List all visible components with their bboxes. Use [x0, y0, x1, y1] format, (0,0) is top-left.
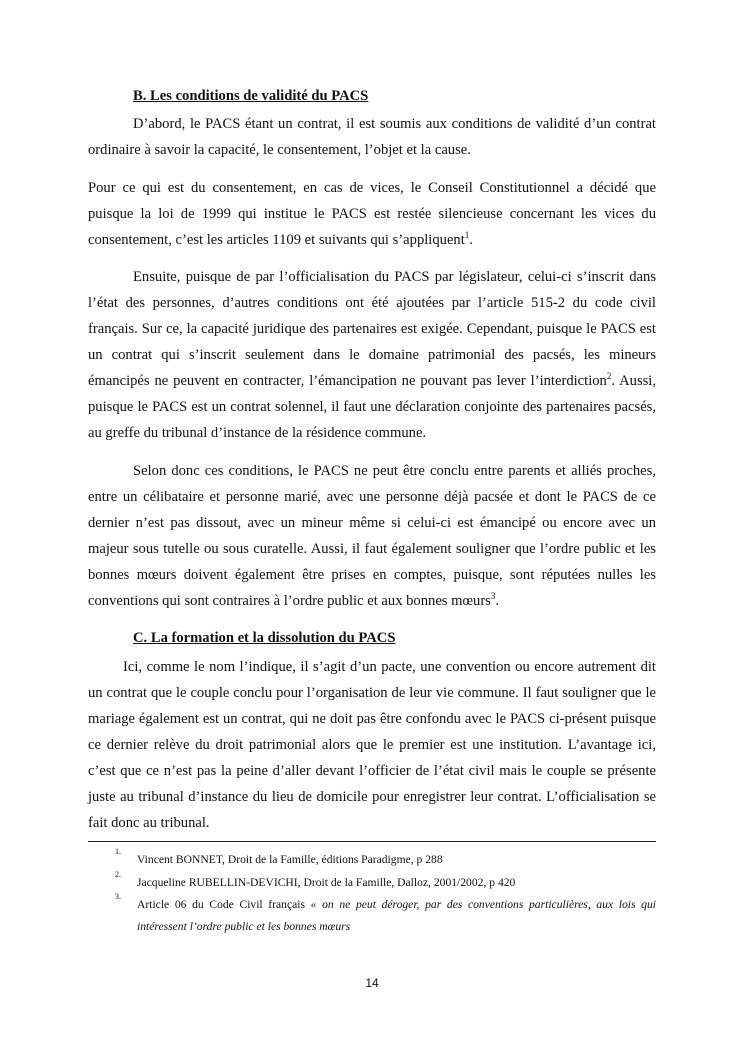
- section-c-paragraph-1-text: Ici, comme le nom l’indique, il s’agit d’un pacte, une convention ou encore autrement dit un contrat que le couple conclu pour l’organisation de leur vie commune. Il faut souligner que le mariage également est un contrat, qui ne doit pas être confondu avec le PACS ci-présent puisque ce dernier relève du droit patrimonial alors que le premier est une institution. L’avantage ici, c’est que ce n’est pas la peine d’aller devant l’officier de l’état civil mais le couple se présente juste au tribunal d’instance du lieu de domicile pour enregistrer leur contrat. L’officialisation se fait donc au tribunal.: [88, 659, 656, 831]
- section-b-paragraph-3-text-b: . Aussi, puisque le PACS est un contrat solennel, il faut une déclaration conjointe des partenaires pacsés, au greffe du tribunal d’instance de la résidence commune.: [88, 373, 656, 441]
- section-b-paragraph-2-text: Pour ce qui est du consentement, en cas de vices, le Conseil Constitutionnel a décidé que puisque la loi de 1999 qui institue le PACS est restée silencieuse concernant les vices du consentement, c’est les articles 1109 et suivants qui s’appliquent: [88, 180, 656, 248]
- footnote-3-number: 3.: [115, 892, 121, 901]
- section-b-paragraph-4-text: Selon donc ces conditions, le PACS ne peut être conclu entre parents et alliés proches, entre un célibataire et personne marié, avec une personne déjà pacsée et dont le PACS de ce dernier n’est pas dissout, avec un mineur même si celui-ci est émancipé ou encore avec un majeur sous tutelle ou sous curatelle. Aussi, il faut également souligner que l’ordre public et les bonnes mœurs doivent également être prises en comptes, puisque, sont réputées nulles les conventions qui sont contraires à l’ordre public et aux bonnes mœurs: [88, 463, 656, 609]
- section-b-paragraph-4-end: .: [495, 593, 500, 609]
- section-b-heading: B. Les conditions de validité du PACS: [133, 88, 369, 104]
- section-b-paragraph-3: [88, 264, 656, 446]
- page-number: 14: [365, 976, 379, 990]
- section-b-paragraph-2-end: .: [469, 232, 473, 248]
- footnote-1-text: Vincent BONNET, Droit de la Famille, éditions Paradigme, p 288: [137, 853, 443, 866]
- footnote-2-number: 2.: [115, 870, 121, 879]
- section-c-heading: C. La formation et la dissolution du PACS: [133, 630, 396, 646]
- footnote-2-text: Jacqueline RUBELLIN-DEVICHI, Droit de la Famille, Dalloz, 2001/2002, p 420: [137, 876, 516, 889]
- section-c-paragraph-1: [88, 654, 656, 836]
- section-b-paragraph-2: [88, 175, 656, 253]
- footnote-1-number: 1.: [115, 847, 121, 856]
- footnote-3-body: [137, 894, 656, 938]
- footnote-ref-3: 3: [490, 591, 496, 602]
- footnote-3-quote: « on ne peut déroger, par des conventions particulières, aux lois qui intéressent l’ordre public et les bonnes mœurs: [137, 898, 656, 933]
- footnote-3-text: Article 06 du Code Civil français: [137, 898, 311, 911]
- footnote-ref-2: 2: [606, 371, 612, 382]
- section-b-paragraph-1-text: D’abord, le PACS étant un contrat, il est soumis aux conditions de validité d’un contrat ordinaire à savoir la capacité, le consentement, l’objet et la cause.: [88, 116, 656, 158]
- section-b-paragraph-1: [88, 111, 656, 163]
- footnote-ref-1: 1: [464, 230, 470, 241]
- section-b-paragraph-4: [88, 458, 656, 614]
- section-b-paragraph-3-text-a: Ensuite, puisque de par l’officialisation du PACS par législateur, celui-ci s’inscrit dans l’état des personnes, d’autres conditions ont été ajoutées par l’article 515-2 du code civil français. Sur ce, la capacité juridique des partenaires est exigée. Cependant, puisque le PACS est un contrat qui s’inscrit seulement dans le domaine patrimonial des pacsés, les mineurs émancipés ne peuvent en contracter, l’émancipation ne pouvant pas lever l’interdiction: [88, 269, 656, 389]
- footnote-separator: [88, 841, 656, 842]
